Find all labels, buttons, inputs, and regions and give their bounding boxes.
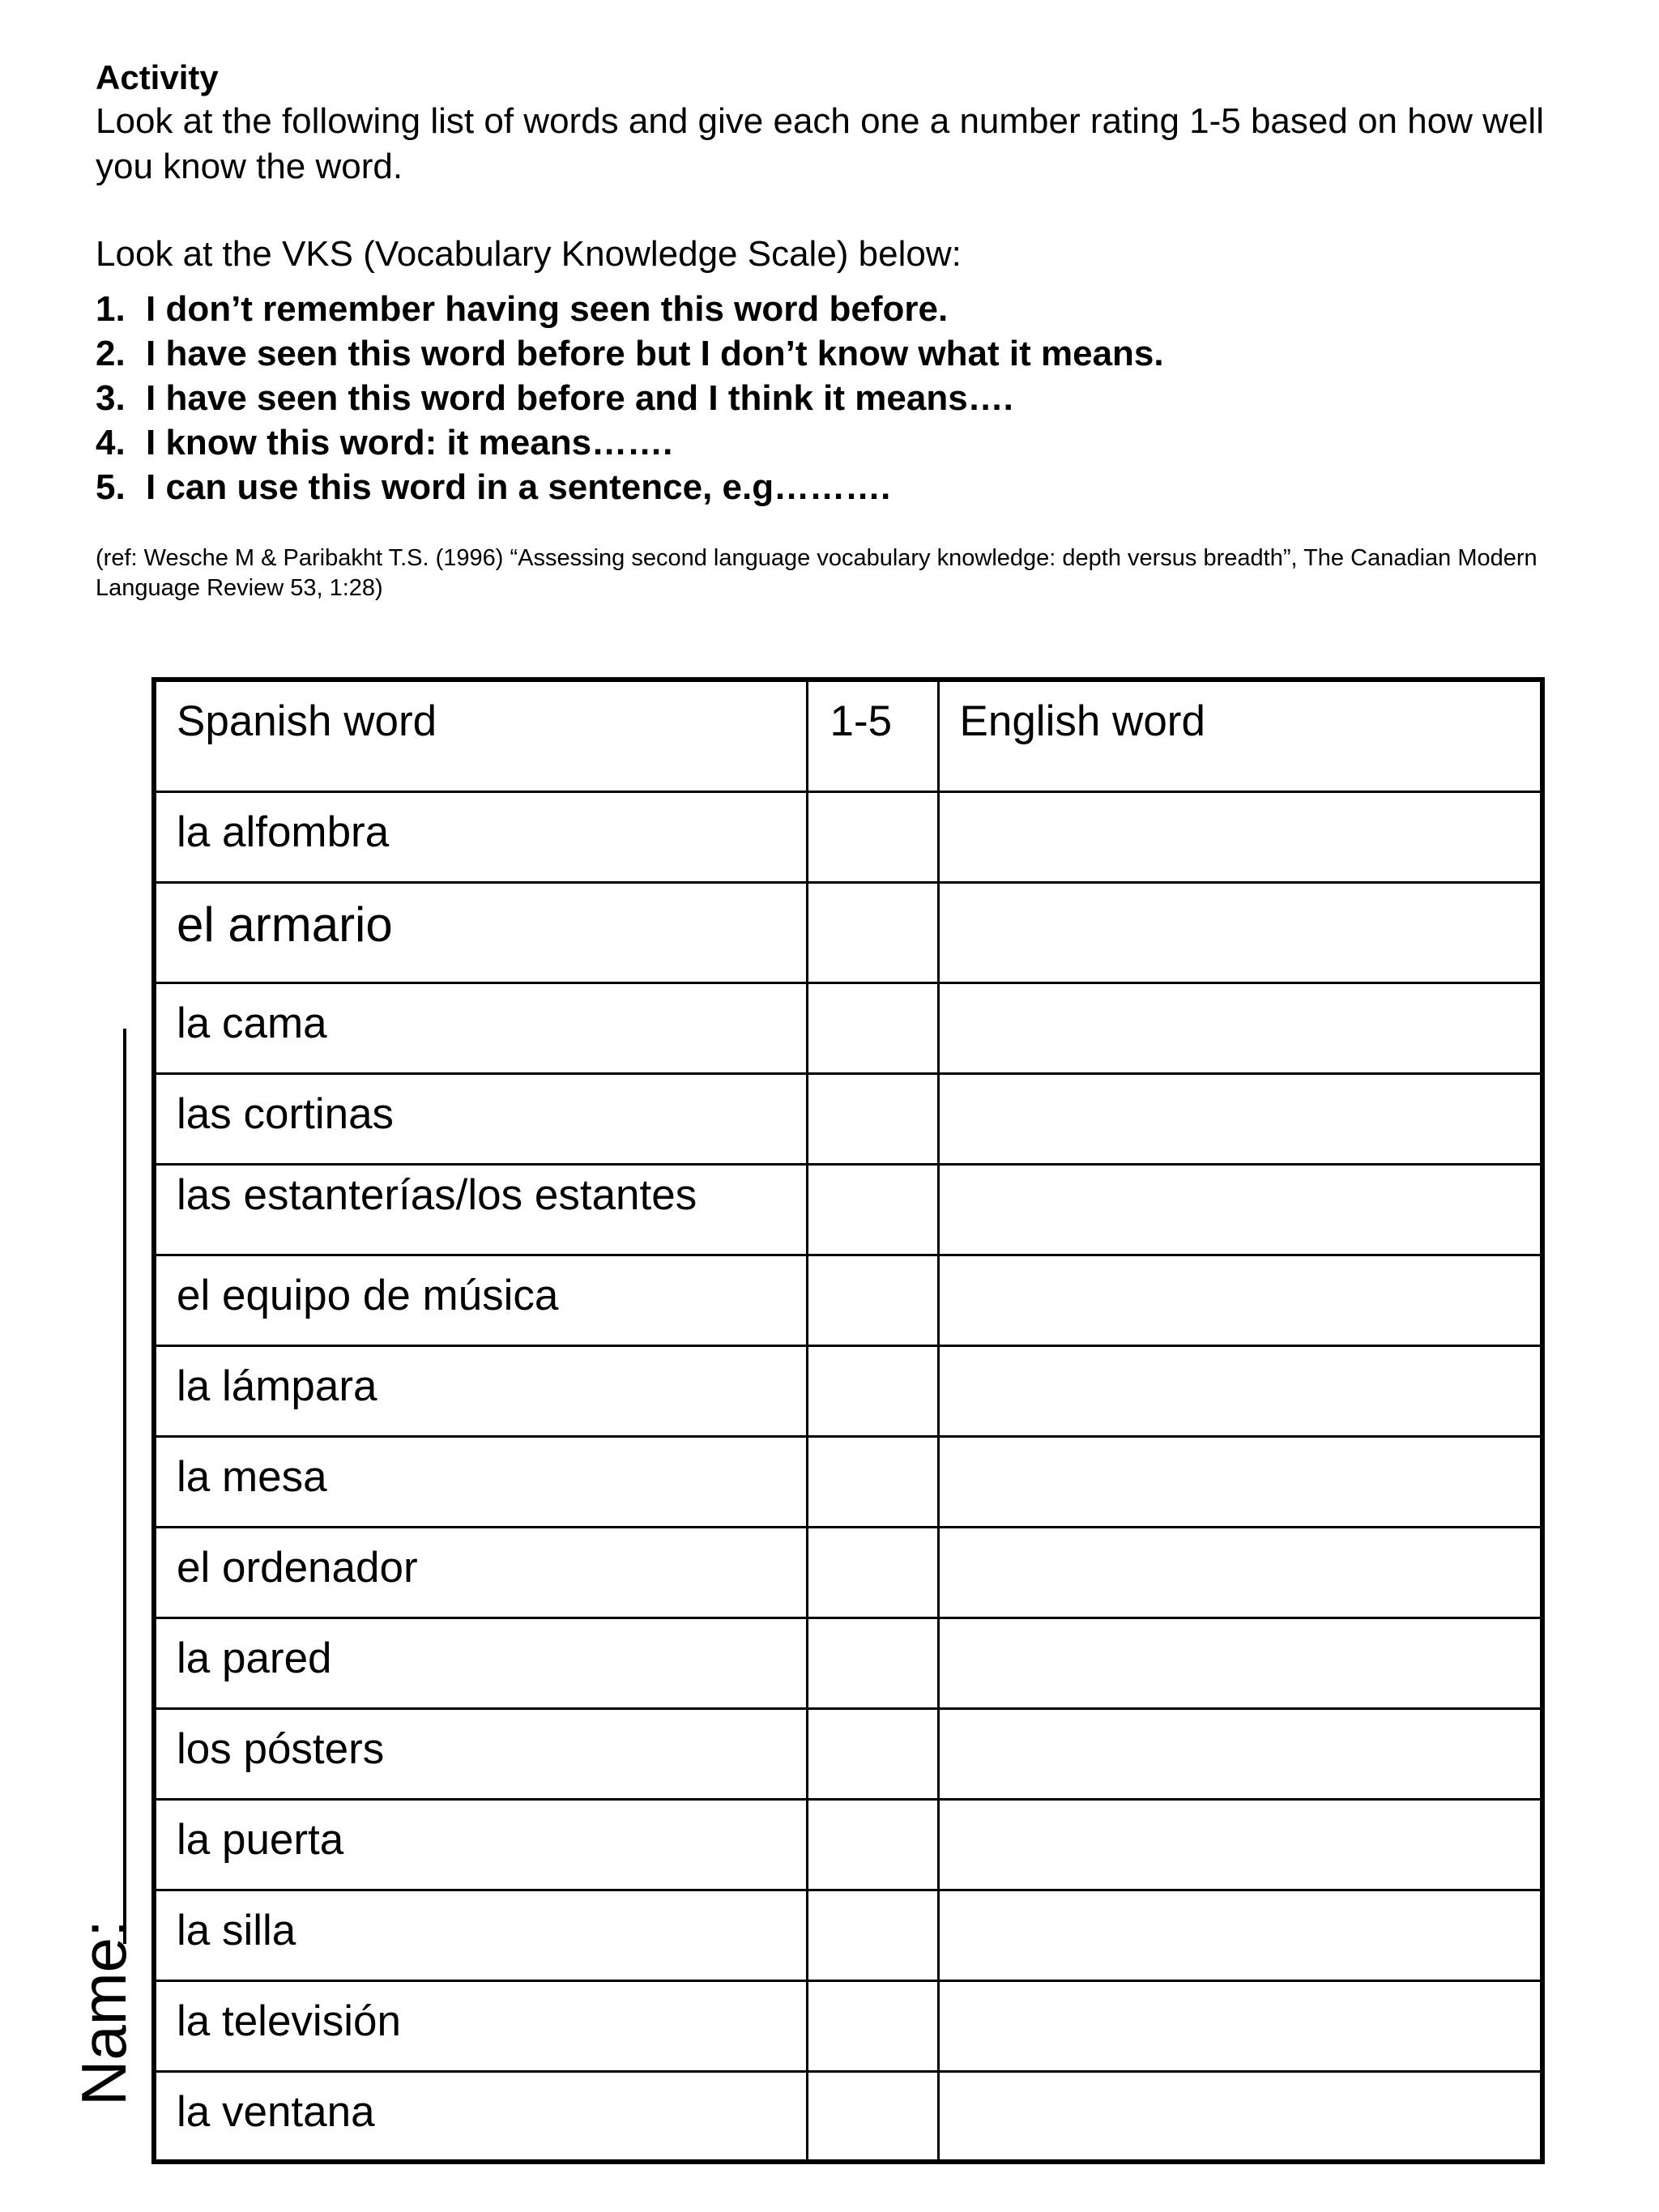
- spanish-word-cell: la televisión: [154, 1980, 807, 2071]
- rating-cell[interactable]: [807, 1708, 938, 1799]
- vks-scale-number: 4.: [96, 423, 126, 462]
- rating-cell[interactable]: [807, 1617, 938, 1708]
- table-row: [154, 1980, 1542, 2071]
- name-field: [39, 1029, 152, 2130]
- table-row: [154, 1890, 1542, 1980]
- vks-scale-text: I don’t remember having seen this word before.: [146, 289, 949, 329]
- rating-cell[interactable]: [807, 1436, 938, 1527]
- rating-cell[interactable]: [807, 791, 938, 882]
- vks-scale-number: 5.: [96, 467, 126, 507]
- spanish-word-cell: la alfombra: [154, 791, 807, 882]
- vks-scale-item: [96, 465, 1594, 509]
- table-row: [154, 1345, 1542, 1436]
- vks-scale-item: [96, 420, 1594, 465]
- table-row: [154, 1527, 1542, 1617]
- english-word-cell[interactable]: [938, 1617, 1542, 1708]
- spanish-word-cell: el equipo de música: [154, 1255, 807, 1345]
- vks-scale-text: I know this word: it means…….: [146, 423, 673, 462]
- english-word-cell[interactable]: [938, 1708, 1542, 1799]
- spanish-word-cell: el armario: [154, 882, 807, 982]
- vks-scale-text: I can use this word in a sentence, e.g……….: [146, 467, 891, 507]
- spanish-word-cell: la lámpara: [154, 1345, 807, 1436]
- vks-scale-item: [96, 287, 1594, 331]
- rating-cell[interactable]: [807, 982, 938, 1073]
- name-label: Name:: [68, 1920, 139, 2106]
- vks-scale-number: 2.: [96, 334, 126, 373]
- spanish-word-cell: la puerta: [154, 1799, 807, 1890]
- vks-intro: Look at the VKS (Vocabulary Knowledge Scale) below:: [96, 234, 962, 274]
- spanish-word-cell: la ventana: [154, 2071, 807, 2162]
- vks-scale-text: I have seen this word before and I think it means….: [146, 378, 1013, 418]
- english-word-cell[interactable]: [938, 1255, 1542, 1345]
- spanish-word-cell: las cortinas: [154, 1073, 807, 1164]
- vks-scale-number: 1.: [96, 289, 126, 329]
- english-word-cell[interactable]: [938, 1527, 1542, 1617]
- table-row: [154, 1708, 1542, 1799]
- vks-scale-list: [96, 287, 1594, 509]
- english-word-cell[interactable]: [938, 1890, 1542, 1980]
- vocabulary-table: [151, 677, 1545, 2164]
- rating-cell[interactable]: [807, 1164, 938, 1255]
- spanish-word-cell: el ordenador: [154, 1527, 807, 1617]
- vks-scale-number: 3.: [96, 378, 126, 418]
- spanish-word-cell: la silla: [154, 1890, 807, 1980]
- activity-instructions: [96, 57, 1594, 603]
- vks-scale-text: I have seen this word before but I don’t know what it means.: [146, 334, 1164, 373]
- name-write-line[interactable]: [123, 1029, 126, 1944]
- english-word-cell[interactable]: [938, 791, 1542, 882]
- english-word-cell[interactable]: [938, 982, 1542, 1073]
- header-rating: 1-5: [807, 680, 938, 791]
- spanish-word-cell: las estanterías/los estantes: [154, 1164, 807, 1255]
- rating-cell[interactable]: [807, 882, 938, 982]
- rating-cell[interactable]: [807, 1345, 938, 1436]
- vks-scale-item: [96, 331, 1594, 376]
- table-row: [154, 1073, 1542, 1164]
- activity-instruction: Look at the following list of words and give each one a number rating 1-5 based on how well you know the word.: [96, 101, 1544, 186]
- rating-cell[interactable]: [807, 1799, 938, 1890]
- header-spanish-word: Spanish word: [154, 680, 807, 791]
- table-row: [154, 1255, 1542, 1345]
- header-english-word: English word: [938, 680, 1542, 791]
- table-row: [154, 2071, 1542, 2162]
- table-header-row: [154, 680, 1542, 791]
- rating-cell[interactable]: [807, 1527, 938, 1617]
- rating-cell[interactable]: [807, 1980, 938, 2071]
- rating-cell[interactable]: [807, 2071, 938, 2162]
- spanish-word-cell: los pósters: [154, 1708, 807, 1799]
- english-word-cell[interactable]: [938, 1345, 1542, 1436]
- english-word-cell[interactable]: [938, 1073, 1542, 1164]
- spanish-word-cell: la pared: [154, 1617, 807, 1708]
- table-row: [154, 1164, 1542, 1255]
- english-word-cell[interactable]: [938, 1164, 1542, 1255]
- reference-citation: (ref: Wesche M & Paribakht T.S. (1996) “Assessing second language vocabulary knowledge: depth versus breadth”, The Canadian Modern Language Review 53, 1:28): [96, 545, 1537, 601]
- english-word-cell[interactable]: [938, 882, 1542, 982]
- table-row: [154, 982, 1542, 1073]
- vks-scale-item: [96, 376, 1594, 420]
- table-row: [154, 1436, 1542, 1527]
- english-word-cell[interactable]: [938, 2071, 1542, 2162]
- rating-cell[interactable]: [807, 1255, 938, 1345]
- table-row: [154, 1617, 1542, 1708]
- table-row: [154, 1799, 1542, 1890]
- activity-heading: Activity: [96, 58, 219, 96]
- english-word-cell[interactable]: [938, 1799, 1542, 1890]
- table-row: [154, 882, 1542, 982]
- english-word-cell[interactable]: [938, 1436, 1542, 1527]
- english-word-cell[interactable]: [938, 1980, 1542, 2071]
- spanish-word-cell: la mesa: [154, 1436, 807, 1527]
- rating-cell[interactable]: [807, 1073, 938, 1164]
- rating-cell[interactable]: [807, 1890, 938, 1980]
- table-row: [154, 791, 1542, 882]
- spanish-word-cell: la cama: [154, 982, 807, 1073]
